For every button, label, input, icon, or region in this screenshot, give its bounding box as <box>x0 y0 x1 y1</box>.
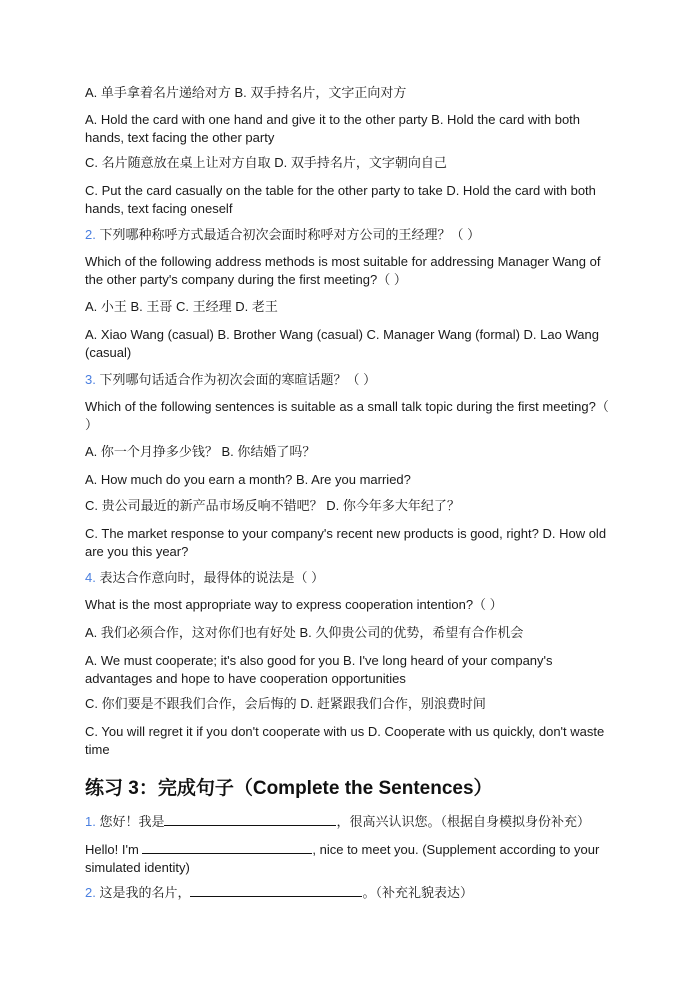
ex3-s2-zh-blank[interactable] <box>190 883 362 897</box>
q2-question-zh <box>85 226 615 244</box>
ex3-s1-en-before: Hello! I'm <box>85 842 143 857</box>
q2-options-en: A. Xiao Wang (casual) B. Brother Wang (casual) C. Manager Wang (formal) D. Lao Wang (casual) <box>85 327 599 360</box>
q1-options-cd-zh: C. 名片随意放在桌上让对方自取 D. 双手持名片，文字朝向自己 <box>85 155 447 170</box>
ex3-s2-zh-before: 这是我的名片， <box>99 885 191 900</box>
q1-options-ab-en: A. Hold the card with one hand and give it to the other party B. Hold the card with both hands, text facing the other party <box>85 112 581 145</box>
ex3-s2-number: 2. <box>85 885 96 900</box>
q1-options-cd-en: C. Put the card casually on the table for the other party to take D. Hold the card with both hands, text facing oneself <box>85 183 596 216</box>
q4-question-zh-text: 表达合作意向时，最得体的说法是（ ） <box>99 570 325 585</box>
q3-number: 3. <box>85 372 96 387</box>
ex3-s2-zh-after: 。（补充礼貌表达） <box>362 885 473 900</box>
ex3-sentence1-en <box>85 840 615 877</box>
q3-question-zh-text: 下列哪句话适合作为初次会面的寒暄话题？（ ） <box>99 372 377 387</box>
q2-question-zh-text: 下列哪种称呼方式最适合初次会面时称呼对方公司的王经理？（ ） <box>99 227 481 242</box>
q4-question-en: What is the most appropriate way to express cooperation intention?（ ） <box>85 597 503 612</box>
ex3-sentence2-zh <box>85 883 615 902</box>
q4-options-cd-en: C. You will regret it if you don't cooperate with us D. Cooperate with us quickly, don't waste time <box>85 724 605 757</box>
ex3-s1-zh-after: ，很高兴认识您。（根据自身模拟身份补充） <box>336 814 590 829</box>
q4-options-ab-en: A. We must cooperate; it's also good for you B. I've long heard of your company's advantages and hope to have cooperation opportunities <box>85 653 553 686</box>
q3-options-ab-en: A. How much do you earn a month? B. Are you married? <box>85 472 411 487</box>
q3-question-zh <box>85 371 615 389</box>
q3-options-ab-zh: A. 你一个月挣多少钱？ B. 你结婚了吗？ <box>85 444 316 459</box>
ex3-s1-en-blank[interactable] <box>142 840 312 854</box>
exercise3-heading: 练习 3：完成句子（Complete the Sentences） <box>85 778 493 799</box>
q3-question-en: Which of the following sentences is suitable as a small talk topic during the first meeting?（ ） <box>85 399 609 432</box>
ex3-s1-zh-before: 您好！我是 <box>99 814 165 829</box>
q4-options-cd-zh: C. 你们要是不跟我们合作，会后悔的 D. 赶紧跟我们合作，别浪费时间 <box>85 696 486 711</box>
q2-number: 2. <box>85 227 96 242</box>
q4-number: 4. <box>85 570 96 585</box>
ex3-sentence1-zh <box>85 812 615 831</box>
q2-options-zh: A. 小王 B. 王哥 C. 王经理 D. 老王 <box>85 299 278 314</box>
q3-options-cd-zh: C. 贵公司最近的新产品市场反响不错吧？ D. 你今年多大年纪了？ <box>85 498 460 513</box>
q3-options-cd-en: C. The market response to your company's recent new products is good, right? D. How old are you this year? <box>85 526 607 559</box>
ex3-s1-zh-blank[interactable] <box>164 812 336 826</box>
ex3-s1-en-after: , nice to meet you. (Supplement according to your simulated identity) <box>85 842 600 875</box>
q2-question-en: Which of the following address methods is most suitable for addressing Manager Wang of the other party's company during the first meeting?（ ） <box>85 254 601 287</box>
q1-options-ab-zh: A. 单手拿着名片递给对方 B. 双手持名片，文字正向对方 <box>85 85 407 100</box>
q4-options-ab-zh: A. 我们必须合作，这对你们也有好处 B. 久仰贵公司的优势，希望有合作机会 <box>85 625 524 640</box>
ex3-s1-number: 1. <box>85 814 96 829</box>
q4-question-zh <box>85 569 615 587</box>
